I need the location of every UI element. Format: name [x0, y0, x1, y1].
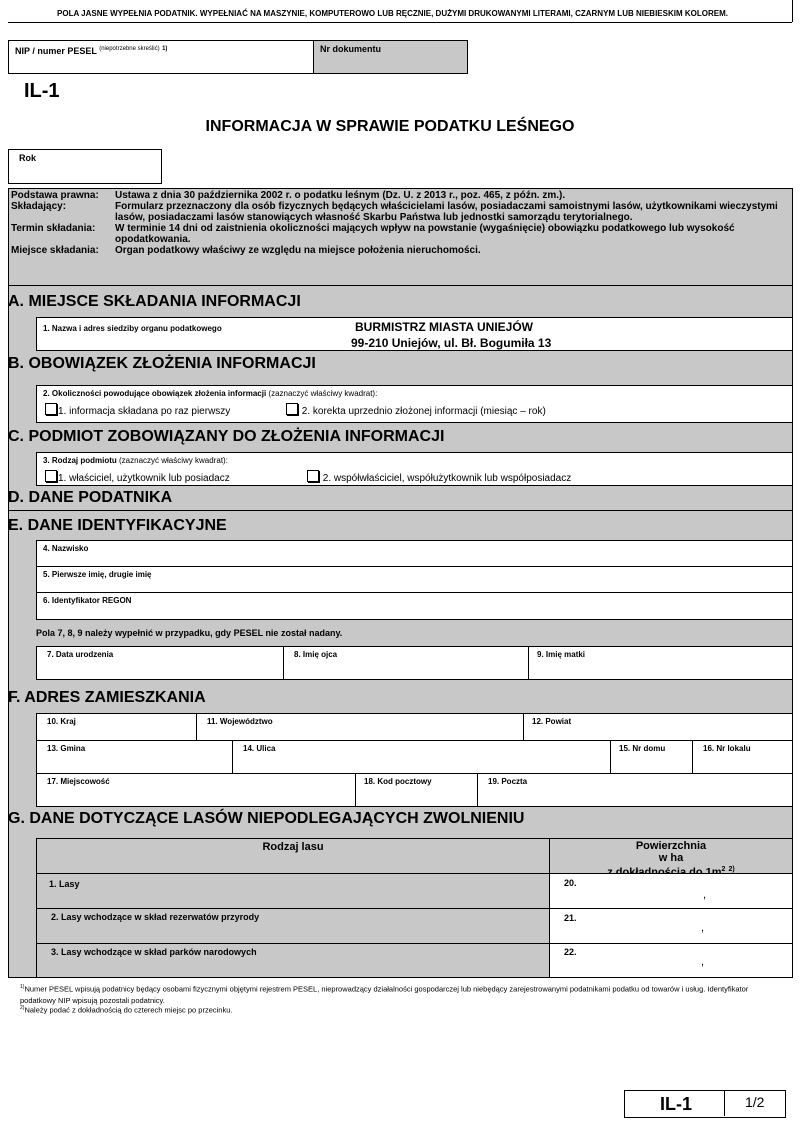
area-header-line-2: w ha — [658, 852, 684, 864]
commune-field[interactable] — [36, 740, 233, 774]
field-7-label: 7. Data urodzenia — [47, 650, 114, 659]
reserve-area-input[interactable]: 21. , — [549, 908, 793, 944]
field-3-note: (zaznaczyć właściwy kwadrat): — [119, 456, 228, 465]
postal-code-field[interactable] — [355, 773, 478, 807]
forest-type-header: Rodzaj lasu — [36, 838, 550, 874]
county-field[interactable] — [523, 713, 793, 741]
field-18-label: 18. Kod pocztowy — [364, 777, 432, 786]
section-g-title: G. DANE DOTYCZĄCE LASÓW NIEPODLEGAJĄCYCH ZWOLNIENIU — [8, 810, 525, 827]
obligation-field — [36, 385, 793, 423]
mother-name-field[interactable] — [528, 646, 793, 680]
option-first-submission[interactable]: 1. informacja składana po raz pierwszy — [45, 403, 230, 417]
footer-form-code: IL-1 — [660, 1094, 693, 1114]
field-2-label: 2. Okoliczności powodujące obowiązek złożenia informacji — [43, 389, 267, 398]
legal-value: Ustawa z dnia 30 października 2002 r. o podatku leśnym (Dz. U. z 2013 r., poz. 465, z późn. zm.). — [115, 190, 566, 201]
decimal-comma: , — [701, 922, 705, 934]
field-10-label: 10. Kraj — [47, 717, 76, 726]
page-number: 1/2 — [745, 1094, 765, 1110]
legal-key: Miejsce składania: — [11, 245, 99, 256]
legal-divider — [8, 285, 793, 286]
field-1-label: 1. Nazwa i adres siedziby organu podatkowego — [43, 324, 222, 333]
field-17-label: 17. Miejscowość — [47, 777, 110, 786]
field-9-label: 9. Imię matki — [537, 650, 586, 659]
page-title: INFORMACJA W SPRAWIE PODATKU LEŚNEGO — [205, 118, 575, 135]
legal-value: Organ podatkowy właściwy ze względu na miejsce położenia nieruchomości. — [115, 245, 481, 256]
tax-office-field — [36, 317, 793, 351]
option-owner[interactable]: 1. właściciel, użytkownik lub posiadacz — [45, 470, 230, 484]
form-code: IL-1 — [24, 80, 60, 102]
section-d-divider — [8, 510, 793, 511]
nip-label: NIP / numer PESEL — [15, 46, 97, 56]
option-co-owner[interactable]: 2. współwłaściciel, współużytkownik lub współposiadacz — [307, 470, 571, 484]
forest-area-input[interactable]: 20. , — [549, 873, 793, 909]
father-name-field[interactable] — [283, 646, 529, 680]
checkbox-icon[interactable] — [286, 403, 298, 415]
doc-number-field — [313, 40, 468, 74]
year-label: Rok — [19, 153, 37, 163]
entity-type-field — [36, 452, 793, 486]
field-6-label: 6. Identyfikator REGON — [43, 596, 132, 605]
footnote-2: $^{2)}$Należy podać z dokładnością do czterech miejsc po przecinku. — [20, 1005, 233, 1015]
nip-ref: 1) — [162, 46, 168, 52]
apartment-number-field[interactable] — [692, 740, 793, 774]
field-4-label: 4. Nazwisko — [43, 544, 89, 553]
legal-key: Podstawa prawna: — [11, 190, 99, 201]
field-12-label: 12. Powiat — [532, 717, 572, 726]
checkbox-icon[interactable] — [45, 403, 57, 415]
surname-field[interactable] — [36, 540, 793, 567]
legal-key: Składający: — [11, 201, 67, 212]
regon-field[interactable] — [36, 592, 793, 620]
field-8-label: 8. Imię ojca — [294, 650, 338, 659]
nip-field[interactable] — [8, 40, 314, 74]
legal-key: Termin składania: — [11, 223, 96, 234]
birth-date-field[interactable] — [36, 646, 284, 680]
field-14-label: 14. Ulica — [243, 744, 276, 753]
section-e-title: E. DANE IDENTYFIKACYJNE — [8, 517, 227, 534]
country-field[interactable] — [36, 713, 197, 741]
field-13-label: 13. Gmina — [47, 744, 86, 753]
right-rule — [792, 0, 793, 22]
city-field[interactable] — [36, 773, 356, 807]
forest-row-label: 1. Lasy — [36, 873, 550, 909]
option-correction[interactable]: 2. korekta uprzednio złożonej informacji (miesiąc – rok) — [286, 403, 546, 417]
footer-box — [624, 1090, 786, 1118]
field-15-label: 15. Nr domu — [619, 744, 666, 753]
pesel-note: Pola 7, 8, 9 należy wypełnić w przypadku, gdy PESEL nie został nadany. — [36, 628, 343, 638]
fill-instruction: POLA JASNE WYPEŁNIA PODATNIK. WYPEŁNIAĆ NA MASZYNIE, KOMPUTEROWO LUB RĘCZNIE, DUŻYMI DRUKOWANYMI LITERAMI, CZARNYM LUB NIEBIESKIM KOLOREM. — [57, 9, 728, 18]
year-field[interactable] — [8, 149, 162, 184]
area-header-line-1: Powierzchnia — [635, 840, 707, 852]
field-2-note: (zaznaczyć właściwy kwadrat): — [268, 389, 378, 398]
national-park-area-input[interactable]: 22. , — [549, 943, 793, 978]
decimal-comma: , — [703, 889, 707, 901]
first-names-field[interactable] — [36, 566, 793, 593]
footer-divider — [724, 1091, 725, 1116]
section-c-title: C. PODMIOT ZOBOWIĄZANY DO ZŁOŻENIA INFORMACJI — [8, 428, 445, 445]
street-field[interactable] — [232, 740, 611, 774]
section-d-title: D. DANE PODATNIKA — [8, 489, 173, 506]
field-16-label: 16. Nr lokalu — [703, 744, 751, 753]
office-line-2: 99-210 Uniejów, ul. Bł. Bogumiła 13 — [351, 336, 552, 350]
legal-info — [9, 190, 792, 256]
house-number-field[interactable] — [610, 740, 693, 774]
top-rule — [8, 22, 792, 23]
checkbox-icon[interactable] — [307, 470, 319, 482]
legal-value: W terminie 14 dni od zaistnienia okoliczności mających wpływ na powstanie (wygaśnięcie) obowiązku podatkowego lub wysokość opodatkowania. — [115, 223, 735, 245]
forest-row-label: 2. Lasy wchodzące w skład rezerwatów przyrody — [36, 908, 550, 944]
post-office-field[interactable] — [477, 773, 793, 807]
field-11-label: 11. Województwo — [207, 717, 273, 726]
section-f-title: F. ADRES ZAMIESZKANIA — [8, 689, 206, 706]
section-a-title: A. MIEJSCE SKŁADANIA INFORMACJI — [8, 293, 301, 310]
forest-row-label: 3. Lasy wchodzące w skład parków narodowych — [36, 943, 550, 978]
area-header: Powierzchnia w ha $^2$ $^{2)}$ — [549, 838, 793, 874]
nip-note: (niepotrzebne skreślić) — [99, 46, 160, 52]
section-b-title: B. OBOWIĄZEK ZŁOŻENIA INFORMACJI — [8, 355, 316, 372]
office-line-1: BURMISTRZ MIASTA UNIEJÓW — [355, 320, 533, 334]
field-19-label: 19. Poczta — [488, 777, 528, 786]
voivodeship-field[interactable] — [196, 713, 524, 741]
decimal-comma: , — [701, 956, 705, 968]
checkbox-icon[interactable] — [45, 470, 57, 482]
field-3-label: 3. Rodzaj podmiotu — [43, 456, 117, 465]
footnote-1: $^{1)}$Numer PESEL wpisują podatnicy będący osobami fizycznymi objętymi rejestrem PESEL, nieprowadzący działalności gospodarczej lub niebędący zarejestrowanymi podatnikami podatku od towarów i usług. Identyfikator podatkowy NIP wpisują pozostali podatnicy. — [20, 984, 749, 1005]
legal-value: Formularz przeznaczony dla osób fizycznych będących właścicielami lasów, posiadaczami samoistnymi lasów, użytkownikami wieczystymi lasów, posiadaczami lasów stanowiących własność Skarbu Państwa lub jednostki samorządu terytorialnego. — [115, 201, 778, 223]
doc-number-label: Nr dokumentu — [320, 44, 382, 54]
field-5-label: 5. Pierwsze imię, drugie imię — [43, 570, 152, 579]
